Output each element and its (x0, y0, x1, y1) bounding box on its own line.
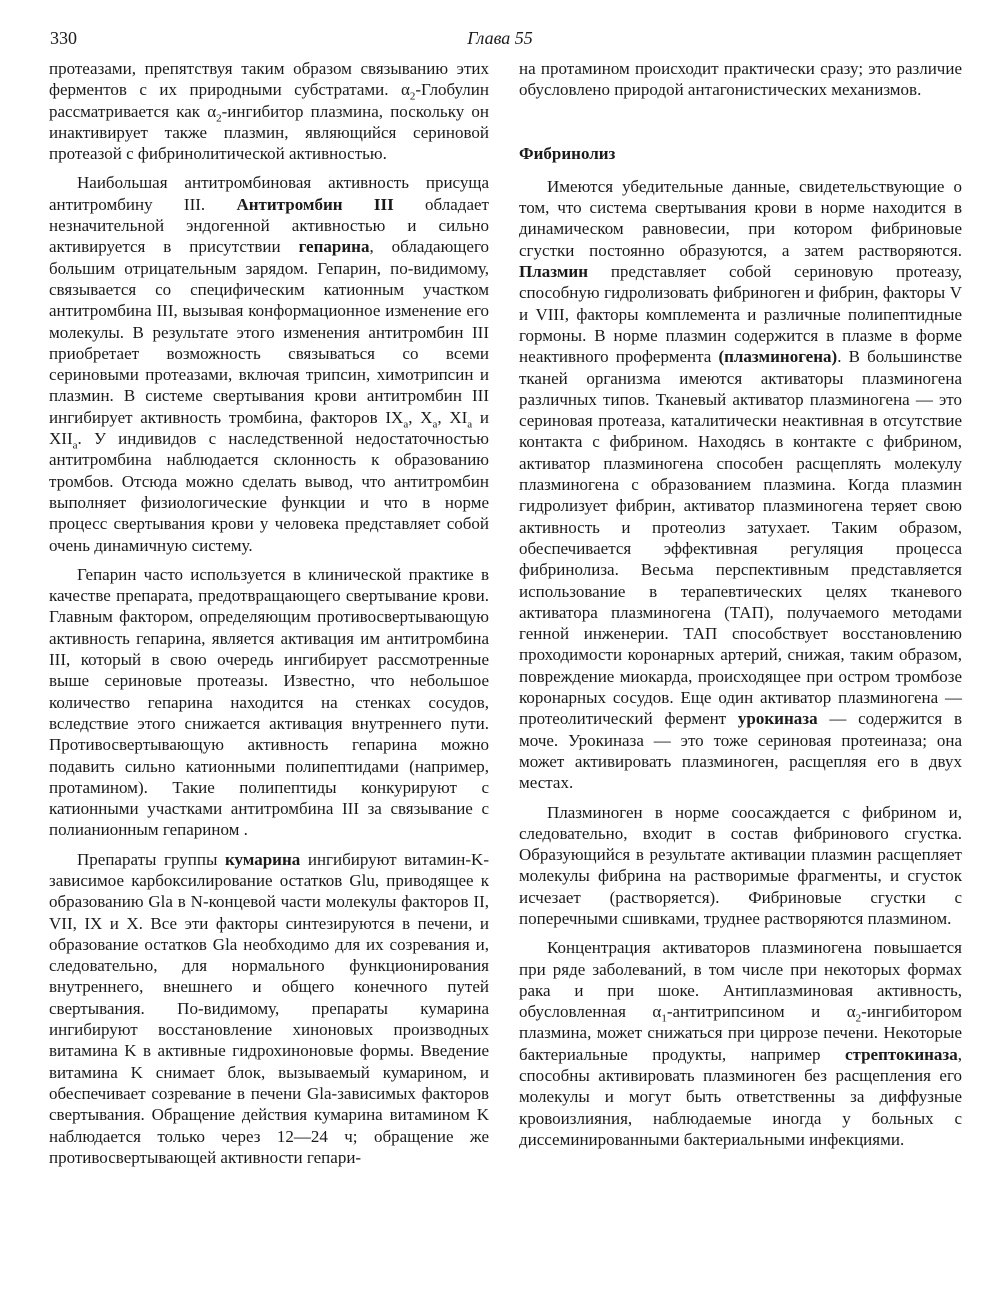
bold-term: урокиназа (737, 709, 818, 729)
bold-term: кумарина (224, 849, 301, 869)
bold-term: Плазмин (519, 262, 589, 282)
bold-term: стрептокиназа (845, 1044, 958, 1064)
bold-term: гепарина (298, 237, 370, 257)
left-column (49, 58, 489, 1168)
bold-term: Антитромбин III (236, 194, 394, 214)
paragraph: протеазами, препятствуя таким образом связыванию этих ферментов с их природными субстратами. $\alpha_2$-Глобулин рассматривается как $\alpha_2$-ингибитор плазмина, поскольку он инактивирует также плазмин, являющийся сериновой протеазой с фибринолитической активностью. (49, 59, 489, 164)
page-number: 330 (50, 28, 77, 48)
paragraph: Концентрация активаторов плазминогена повышается при ряде заболеваний, в том числе при некоторых формах рака и при шоке. Антиплазминовая активность, обусловленная $\alpha_1$-антитрипсином и $\alpha_2$-ингибитором плазмина, может снижаться при циррозе печени. Некоторые бактериальные продукты, например стрептокиназа, способны активировать плазминоген без расщепления его молекулы и могут быть ответственны за диффузные кровоизлияния, наблюдаемые иногда у больных с диссеминированными бактериальными инфекциями. (519, 938, 962, 1149)
right-column (519, 58, 962, 1150)
bold-term: (плазминогена) (718, 347, 838, 367)
paragraph: Наибольшая антитромбиновая активность присуща антитромбину III. Антитромбин III обладает незначительной эндогенной активностью и сильно активируется в присутствии гепарина, обладающего большим отрицательным зарядом. Гепарин, по-видимому, связывается со специфическим катионным участком антитромбина III, вызывая конформационное изменение его молекулы. В результате этого изменения антитромбин III приобретает возможность связываться со всеми сериновыми протеазами, включая трипсин, химотрипсин и плазмин. В системе свертывания крови антитромбин III ингибирует активность тромбина, факторов $IX_a$, $X_a$, $XI_a$ и $XII_a$. У индивидов с наследственной недостаточностью антитромбина наблюдается склонность к образованию тромбов. Отсюда можно сделать вывод, что антитромбин выполняет физиологические функции и что в норме процесс свертывания крови у человека представляет собой очень динамичную систему. (49, 173, 489, 555)
paragraph: Препараты группы кумарина ингибируют витамин-K-зависимое карбоксилирование остатков Glu, приводящее к образованию Gla в N-концевой части молекулы факторов II, VII, IX и X. Все эти факторы синтезируются в печени, и образование остатков Gla необходимо для их созревания и, следовательно, для нормального функционирования внутреннего, внешнего и общего конечного путей свертывания. По-видимому, препараты кумарина ингибируют восстановление хиноновых производных витамина K в активные гидрохиноновые формы. Введение витамина K снимает блок, вызываемый кумарином, и обеспечивает созревание в печени Gla-зависимых факторов свертывания. Обращение действия кумарина витамином K наблюдается только через 12—24 ч; обращение же противосвертывающей активности гепари- (49, 849, 489, 1167)
paragraph: Плазминоген в норме соосаждается с фибрином и, следовательно, входит в состав фибринового сгустка. Образующийся в результате активации плазмин расщепляет молекулы фибрина на растворимые фрагменты, и сгусток исчезает (растворяется). Фибриновые сгустки с поперечными сшивками, труднее растворяются плазмином. (519, 802, 962, 928)
paragraph: на протамином происходит практически сразу; это различие обусловлено природой антагонистических механизмов. (519, 59, 962, 100)
paragraph: Имеются убедительные данные, свидетельствующие о том, что система свертывания крови в норме находится в динамическом равновесии, при котором фибриновые сгустки постоянно образуются, а затем растворяются. Плазмин представляет собой сериновую протеазу, способную гидролизовать фибриноген и фибрин, факторы V и VIII, факторы комплемента и различные полипептидные гормоны. В норме плазмин содержится в плазме в форме неактивного профермента (плазминогена). В большинстве тканей организма имеются активаторы плазминогена различных типов. Тканевый активатор плазминогена — это сериновая протеаза, каталитически неактивная в отсутствие контакта с фибрином. Находясь в контакте с фибрином, активатор плазминогена способен расщеплять молекулу плазминогена с образованием плазмина. Когда плазмин гидролизует фибрин, активатор плазминогена теряет свою активность и протеолиз затухает. Таким образом, обеспечивается эффективная регуляция процесса фибринолиза. Весьма перспективным представляется использование в терапевтических целях тканевого активатора плазминогена (ТАП), получаемого методами генной инженерии. ТАП способствует восстановлению проходимости коронарных артерий, снижая, таким образом, повреждение миокарда, происходящее при остром тромбозе коронарных сосудов. Еще один активатор плазминогена — протеолитический фермент урокиназа — содержится в моче. Урокиназа — это тоже сериновая протеиназа; она может активировать плазминоген, расщепляя его в двух местах. (519, 176, 963, 793)
running-head: Глава 55 (467, 28, 533, 48)
section-heading: Фибринолиз (519, 143, 616, 163)
paragraph: Гепарин часто используется в клинической практике в качестве препарата, предотвращающего свертывание крови. Главным фактором, определяющим противосвертывающую активность гепарина, является активация им антитромбина III, который в свою очередь ингибирует рассмотренные выше сериновые протеазы. Известно, что небольшое количество гепарина находится на стенках сосудов, вследствие этого снижается активация внутреннего пути. Противосвертывающую активность гепарина можно подавить сильно катионными полипептидами (например, протамином). Такие полипептиды конкурируют с катионными участками антитромбина III за связывание с полианионным гепарином . (49, 564, 489, 840)
